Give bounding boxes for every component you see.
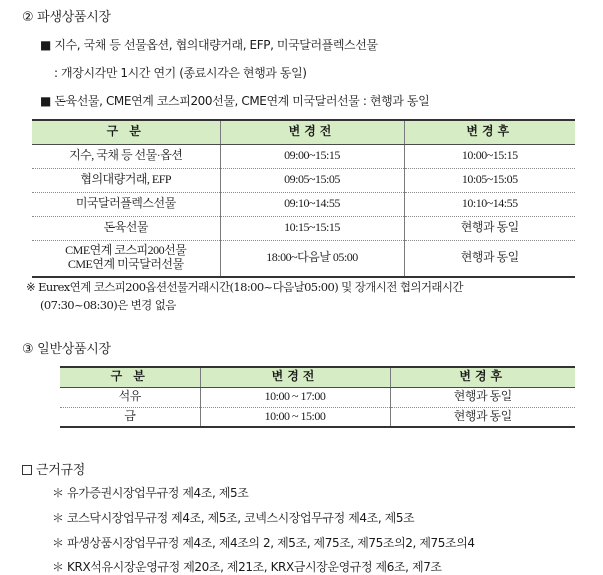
header-after: 변경후 bbox=[404, 120, 575, 144]
cell-category-line1: CME연계 코스피200선물 bbox=[65, 243, 187, 258]
cell-after: 10:05~15:05 bbox=[404, 168, 575, 192]
cell-after: 현행과 동일 bbox=[390, 387, 575, 407]
bullet-derivatives-unchanged: ■ 돈육선물, CME연계 코스피200선물, CME연계 미국달러선물 : 현행과 동일 bbox=[40, 94, 430, 108]
list-item bbox=[52, 484, 248, 501]
bullet-derivatives-products: ■ 지수, 국채 등 선물옵션, 협의대량거래, EFP, 미국달러플렉스선물 bbox=[40, 38, 378, 52]
section-heading-derivatives: ② 파생상품시장 bbox=[22, 10, 111, 25]
cell-before: 09:10~14:55 bbox=[220, 192, 404, 216]
header-after: 변경후 bbox=[390, 367, 575, 387]
cell-before: 10:15~15:15 bbox=[220, 216, 404, 240]
table-header-row bbox=[32, 120, 575, 144]
header-before: 변경전 bbox=[220, 120, 404, 144]
cell-category: 돈육선물 bbox=[32, 216, 220, 240]
commodities-hours-table bbox=[60, 366, 575, 428]
header-category: 구 분 bbox=[32, 120, 220, 144]
list-item bbox=[52, 558, 442, 575]
cell-after: 10:10~14:55 bbox=[404, 192, 575, 216]
table-row bbox=[60, 387, 575, 407]
bullet-icon: ＊ bbox=[52, 511, 64, 525]
section-heading-commodities: ③ 일반상품시장 bbox=[22, 342, 111, 357]
footnote-line-2: (07:30~08:30)은 변경 없음 bbox=[40, 298, 176, 312]
cell-after: 현행과 동일 bbox=[404, 240, 575, 277]
basis-heading-row bbox=[22, 459, 85, 478]
bullet-icon: ＊ bbox=[52, 560, 64, 574]
checkbox-icon bbox=[22, 465, 32, 475]
basis-item: 코스닥시장업무규정 제4조, 제5조, 코넥스시장업무규정 제4조, 제5조 bbox=[67, 511, 415, 525]
table-row bbox=[32, 240, 575, 277]
table-row bbox=[32, 216, 575, 240]
cell-category: 금 bbox=[60, 407, 200, 427]
cell-before: 10:00 ~ 15:00 bbox=[200, 407, 390, 427]
table-header-row bbox=[60, 367, 575, 387]
cell-before: 10:00 ~ 17:00 bbox=[200, 387, 390, 407]
cell-after: 현행과 동일 bbox=[404, 216, 575, 240]
cell-category bbox=[32, 240, 220, 277]
basis-item: 유가증권시장업무규정 제4조, 제5조 bbox=[67, 486, 249, 500]
derivatives-hours-table bbox=[32, 119, 575, 278]
table-row bbox=[32, 144, 575, 168]
cell-category: 미국달러플렉스선물 bbox=[32, 192, 220, 216]
cell-after: 10:00~15:15 bbox=[404, 144, 575, 168]
cell-before: 09:05~15:05 bbox=[220, 168, 404, 192]
bullet-icon: ＊ bbox=[52, 536, 64, 550]
table-row bbox=[32, 168, 575, 192]
cell-category-line2: CME연계 미국달러선물 bbox=[67, 257, 184, 272]
bullet-icon: ＊ bbox=[52, 486, 64, 500]
bullet-derivatives-note: : 개장시각만 1시간 연기 (종료시각은 현행과 동일) bbox=[54, 66, 307, 80]
cell-after: 현행과 동일 bbox=[390, 407, 575, 427]
list-item bbox=[52, 534, 475, 551]
cell-category: 협의대량거래, EFP bbox=[32, 168, 220, 192]
cell-category: 석유 bbox=[60, 387, 200, 407]
footnote-line-1: ※ Eurex연계 코스피200옵션선물거래시간(18:00~다음날05:00) 및 장개시전 협의거래시간 bbox=[26, 280, 463, 294]
basis-heading: 근거규정 bbox=[36, 463, 86, 478]
cell-before: 09:00~15:15 bbox=[220, 144, 404, 168]
header-before: 변경전 bbox=[200, 367, 390, 387]
list-item bbox=[52, 509, 414, 526]
cell-category: 지수, 국채 등 선물·옵션 bbox=[32, 144, 220, 168]
header-category: 구 분 bbox=[60, 367, 200, 387]
cell-before: 18:00~다음날 05:00 bbox=[220, 240, 404, 277]
table-row bbox=[32, 192, 575, 216]
table-row bbox=[60, 407, 575, 427]
basis-item: 파생상품시장업무규정 제4조, 제4조의 2, 제5조, 제75조, 제75조의2, 제75조의4 bbox=[67, 536, 475, 550]
basis-item: KRX석유시장운영규정 제20조, 제21조, KRX금시장운영규정 제6조, 제7조 bbox=[67, 560, 442, 574]
